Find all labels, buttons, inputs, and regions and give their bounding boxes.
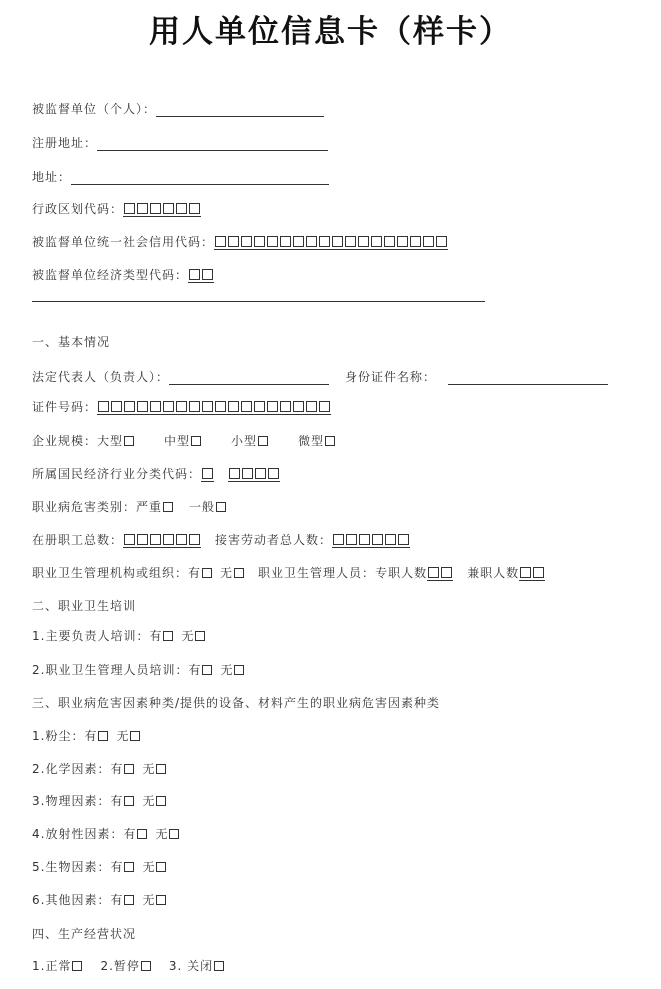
no-label: 无 bbox=[142, 860, 156, 874]
mgmt-org-yes-checkbox[interactable] bbox=[202, 568, 212, 578]
no-label: 无 bbox=[220, 663, 234, 677]
economic-type-row bbox=[32, 266, 214, 284]
scale-row bbox=[32, 432, 335, 450]
hazard-factor-item bbox=[32, 792, 166, 810]
legal-rep-row bbox=[32, 368, 608, 386]
hazard-factor-label: 3.物理因素： bbox=[32, 794, 111, 808]
region-code-row bbox=[32, 200, 201, 218]
training-2-yes-checkbox[interactable] bbox=[202, 665, 212, 675]
training-1-no-checkbox[interactable] bbox=[195, 631, 205, 641]
training-item-2 bbox=[32, 661, 244, 679]
staff-count-row bbox=[32, 531, 410, 549]
hazard-general-label: 一般 bbox=[189, 500, 216, 514]
other-no-checkbox[interactable] bbox=[156, 895, 166, 905]
industry-code-section-box[interactable] bbox=[201, 467, 214, 482]
other-yes-checkbox[interactable] bbox=[124, 895, 134, 905]
chemical-yes-checkbox[interactable] bbox=[124, 764, 134, 774]
supervised-unit-row bbox=[32, 100, 324, 118]
hazard-factor-label: 4.放射性因素： bbox=[32, 827, 124, 841]
section1-heading: 一、基本情况 bbox=[32, 335, 111, 349]
credit-code-label: 被监督单位统一社会信用代码： bbox=[32, 235, 215, 249]
economic-type-boxes[interactable] bbox=[188, 268, 214, 283]
fulltime-label: 专职人数 bbox=[375, 566, 428, 580]
supervised-unit-field[interactable] bbox=[156, 102, 324, 117]
industry-code-label: 所属国民经济行业分类代码： bbox=[32, 467, 202, 481]
yes-label: 有 bbox=[110, 860, 124, 874]
registered-address-row bbox=[32, 134, 328, 152]
mgmt-org-no-checkbox[interactable] bbox=[234, 568, 244, 578]
hazard-general-checkbox[interactable] bbox=[216, 502, 226, 512]
page-title: 用人单位信息卡（样卡） bbox=[149, 14, 512, 50]
yes-label: 有 bbox=[110, 893, 124, 907]
id-number-row bbox=[32, 398, 331, 416]
exposed-workers-label: 接害劳动者总人数： bbox=[215, 533, 333, 547]
scale-micro-checkbox[interactable] bbox=[325, 436, 335, 446]
id-number-label: 证件号码： bbox=[32, 400, 98, 414]
registered-staff-label: 在册职工总数： bbox=[32, 533, 124, 547]
yes-label: 有 bbox=[188, 663, 202, 677]
id-number-boxes[interactable] bbox=[97, 400, 331, 415]
mgmt-row bbox=[32, 564, 545, 582]
operation-status-row bbox=[32, 957, 224, 975]
registered-staff-boxes[interactable] bbox=[123, 533, 201, 548]
legal-rep-label: 法定代表人（负责人）： bbox=[32, 370, 170, 384]
yes-label: 有 bbox=[149, 629, 163, 643]
dust-yes-checkbox[interactable] bbox=[98, 731, 108, 741]
scale-large-checkbox[interactable] bbox=[124, 436, 134, 446]
mgmt-org-label: 职业卫生管理机构或组织： bbox=[32, 566, 189, 580]
section2-heading: 二、职业卫生培训 bbox=[32, 599, 137, 613]
physical-no-checkbox[interactable] bbox=[156, 796, 166, 806]
scale-micro-label: 微型 bbox=[298, 434, 325, 448]
hazard-factor-label: 6.其他因素： bbox=[32, 893, 111, 907]
scale-label: 企业规模： bbox=[32, 434, 98, 448]
region-code-label: 行政区划代码： bbox=[32, 202, 124, 216]
status-closed-label: 3. 关闭 bbox=[168, 959, 214, 973]
fulltime-boxes[interactable] bbox=[427, 566, 453, 581]
hazard-factor-item bbox=[32, 727, 140, 745]
scale-medium-checkbox[interactable] bbox=[191, 436, 201, 446]
training-item-2-label: 2.职业卫生管理人员培训： bbox=[32, 663, 189, 677]
hazard-serious-checkbox[interactable] bbox=[163, 502, 173, 512]
hazard-category-row bbox=[32, 498, 226, 516]
training-item-1-label: 1.主要负责人培训： bbox=[32, 629, 150, 643]
no-label: 无 bbox=[116, 729, 130, 743]
hazard-factor-label: 5.生物因素： bbox=[32, 860, 111, 874]
biological-no-checkbox[interactable] bbox=[156, 862, 166, 872]
hazard-category-label: 职业病危害类别： bbox=[32, 500, 137, 514]
registered-address-label: 注册地址： bbox=[32, 136, 98, 150]
parttime-boxes[interactable] bbox=[519, 566, 545, 581]
training-item-1 bbox=[32, 627, 205, 645]
credit-code-row bbox=[32, 233, 448, 251]
parttime-label: 兼职人数 bbox=[467, 566, 520, 580]
economic-type-label: 被监督单位经济类型代码： bbox=[32, 268, 189, 282]
no-label: 无 bbox=[155, 827, 169, 841]
id-doc-name-label: 身份证件名称： bbox=[345, 370, 437, 384]
radiation-no-checkbox[interactable] bbox=[169, 829, 179, 839]
chemical-no-checkbox[interactable] bbox=[156, 764, 166, 774]
supervised-unit-label: 被监督单位（个人）： bbox=[32, 102, 157, 116]
status-closed-checkbox[interactable] bbox=[214, 961, 224, 971]
scale-small-label: 小型 bbox=[231, 434, 258, 448]
no-label: 无 bbox=[142, 794, 156, 808]
status-normal-label: 1.正常 bbox=[32, 959, 72, 973]
physical-yes-checkbox[interactable] bbox=[124, 796, 134, 806]
hazard-factor-item bbox=[32, 858, 166, 876]
biological-yes-checkbox[interactable] bbox=[124, 862, 134, 872]
credit-code-boxes[interactable] bbox=[214, 235, 448, 250]
radiation-yes-checkbox[interactable] bbox=[137, 829, 147, 839]
hazard-serious-label: 严重 bbox=[136, 500, 163, 514]
yes-label: 有 bbox=[84, 729, 98, 743]
yes-label: 有 bbox=[123, 827, 137, 841]
training-2-no-checkbox[interactable] bbox=[234, 665, 244, 675]
industry-code-row bbox=[32, 465, 280, 483]
industry-code-boxes[interactable] bbox=[228, 467, 280, 482]
hazard-factor-item bbox=[32, 760, 166, 778]
scale-medium-label: 中型 bbox=[164, 434, 191, 448]
yes-label: 有 bbox=[110, 762, 124, 776]
status-suspended-label: 2.暂停 bbox=[100, 959, 140, 973]
status-normal-checkbox[interactable] bbox=[72, 961, 82, 971]
address-row bbox=[32, 168, 329, 186]
yes-label: 有 bbox=[110, 794, 124, 808]
address-field[interactable] bbox=[71, 170, 329, 185]
mgmt-staff-label: 职业卫生管理人员： bbox=[258, 566, 376, 580]
mgmt-org-yes-label: 有 bbox=[188, 566, 202, 580]
training-1-yes-checkbox[interactable] bbox=[163, 631, 173, 641]
no-label: 无 bbox=[142, 893, 156, 907]
id-doc-name-field[interactable] bbox=[448, 370, 608, 385]
address-label: 地址： bbox=[32, 170, 72, 184]
hazard-factor-item bbox=[32, 825, 179, 843]
hazard-factor-item bbox=[32, 891, 166, 909]
exposed-workers-boxes[interactable] bbox=[332, 533, 410, 548]
dust-no-checkbox[interactable] bbox=[130, 731, 140, 741]
section3-heading: 三、职业病危害因素种类/提供的设备、材料产生的职业病危害因素种类 bbox=[32, 696, 441, 710]
legal-rep-field[interactable] bbox=[169, 370, 329, 385]
section4-heading: 四、生产经营状况 bbox=[32, 927, 137, 941]
region-code-boxes[interactable] bbox=[123, 202, 201, 217]
header-divider bbox=[32, 301, 485, 302]
no-label: 无 bbox=[181, 629, 195, 643]
status-suspended-checkbox[interactable] bbox=[141, 961, 151, 971]
hazard-factor-label: 1.粉尘： bbox=[32, 729, 85, 743]
scale-small-checkbox[interactable] bbox=[258, 436, 268, 446]
no-label: 无 bbox=[142, 762, 156, 776]
mgmt-org-no-label: 无 bbox=[220, 566, 234, 580]
scale-large-label: 大型 bbox=[97, 434, 124, 448]
registered-address-field[interactable] bbox=[97, 136, 328, 151]
hazard-factor-label: 2.化学因素： bbox=[32, 762, 111, 776]
